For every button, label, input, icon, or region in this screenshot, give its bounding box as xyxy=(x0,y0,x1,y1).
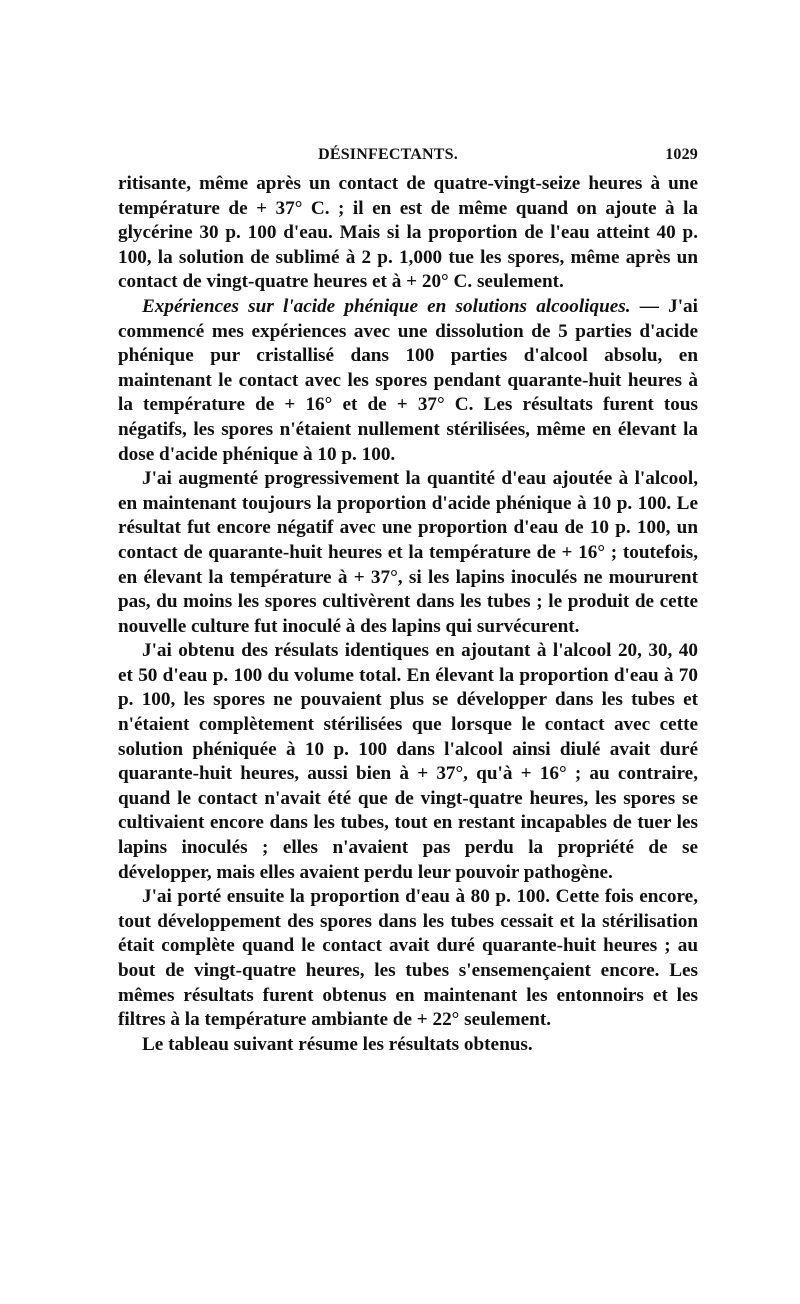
paragraph-identical-results xyxy=(118,639,698,885)
page-header xyxy=(118,146,698,172)
paragraph-text: J'ai porté ensuite la proportion d'eau à 80 p. 100. Cette fois encore, tout développement des spores dans les tubes cessait et la stérilisation était complète quand le contact avait duré quarante-huit heures ; au bout de vingt-quatre heures, les tubes s'ensemençaient encore. Les mêmes résultats furent obtenus en maintenant les entonnoirs et les filtres à la température ambiante de + 22° seulement. xyxy=(118,886,698,1031)
paragraph-phenic-acid-experiments xyxy=(118,295,698,467)
body-text xyxy=(118,172,698,1057)
section-heading-italic: Expériences sur l'acide phénique en solutions alcooliques. xyxy=(142,295,631,317)
paragraph-continued-sublimate xyxy=(118,172,698,295)
paragraph-text: ritisante, même après un contact de quatre-vingt-seize heures à une température de + 37° C. ; il en est de même quand on ajoute à la glycérine 30 p. 100 d'eau. Mais si la proportion de l'eau atteint 40 p. 100, la solution de sublimé à 2 p. 1,000 tue les spores, même après un contact de vingt-quatre heures et à + 20° C. seulement. xyxy=(118,173,698,293)
running-head: DÉSINFECTANTS. xyxy=(318,146,458,163)
page-number: 1029 xyxy=(665,146,698,163)
paragraph-text: J'ai augmenté progressivement la quantité d'eau ajoutée à l'alcool, en maintenant toujours la proportion d'acide phénique à 10 p. 100. Le résultat fut encore négatif avec une proportion d'eau de 10 p. 100, un contact de quarante-huit heures et la température de + 16° ; toutefois, en élevant la température à + 37°, si les lapins inoculés ne moururent pas, du moins les spores cultivèrent dans les tubes ; le produit de cette nouvelle culture fut inoculé à des lapins qui survécurent. xyxy=(118,468,698,637)
paragraph-text: — J'ai commencé mes expériences avec une dissolution de 5 parties d'acide phénique pur cristallisé dans 100 parties d'alcool absolu, en maintenant le contact avec les spores pendant quarante-huit heures à la température de + 16° et de + 37° C. Les résultats furent tous négatifs, les spores n'étaient nullement stérilisées, même en élevant la dose d'acide phénique à 10 p. 100. xyxy=(118,295,698,465)
book-page xyxy=(118,146,698,1057)
paragraph-water-increase xyxy=(118,467,698,639)
paragraph-text: J'ai obtenu des résulats identiques en ajoutant à l'alcool 20, 30, 40 et 50 d'eau p. 100 du volume total. En élevant la proportion d'eau à 70 p. 100, les spores ne pouvaient plus se développer dans les tubes et n'étaient complètement stérilisées que lorsque le contact avec cette solution phéniquée à 10 p. 100 dans l'alcool ainsi diulé avait duré quarante-huit heures, aussi bien à + 37°, qu'à + 16° ; au contraire, quand le contact n'avait été que de vingt-quatre heures, les spores se cultivaient encore dans les tubes, tout en restant incapables de tuer les lapins inoculés ; elles n'avaient pas perdu la propriété de se développer, mais elles avaient perdu leur pouvoir pathogène. xyxy=(118,640,698,883)
paragraph-text: Le tableau suivant résume les résultats obtenus. xyxy=(142,1033,533,1055)
paragraph-table-intro xyxy=(118,1033,698,1058)
paragraph-eighty-percent xyxy=(118,885,698,1033)
